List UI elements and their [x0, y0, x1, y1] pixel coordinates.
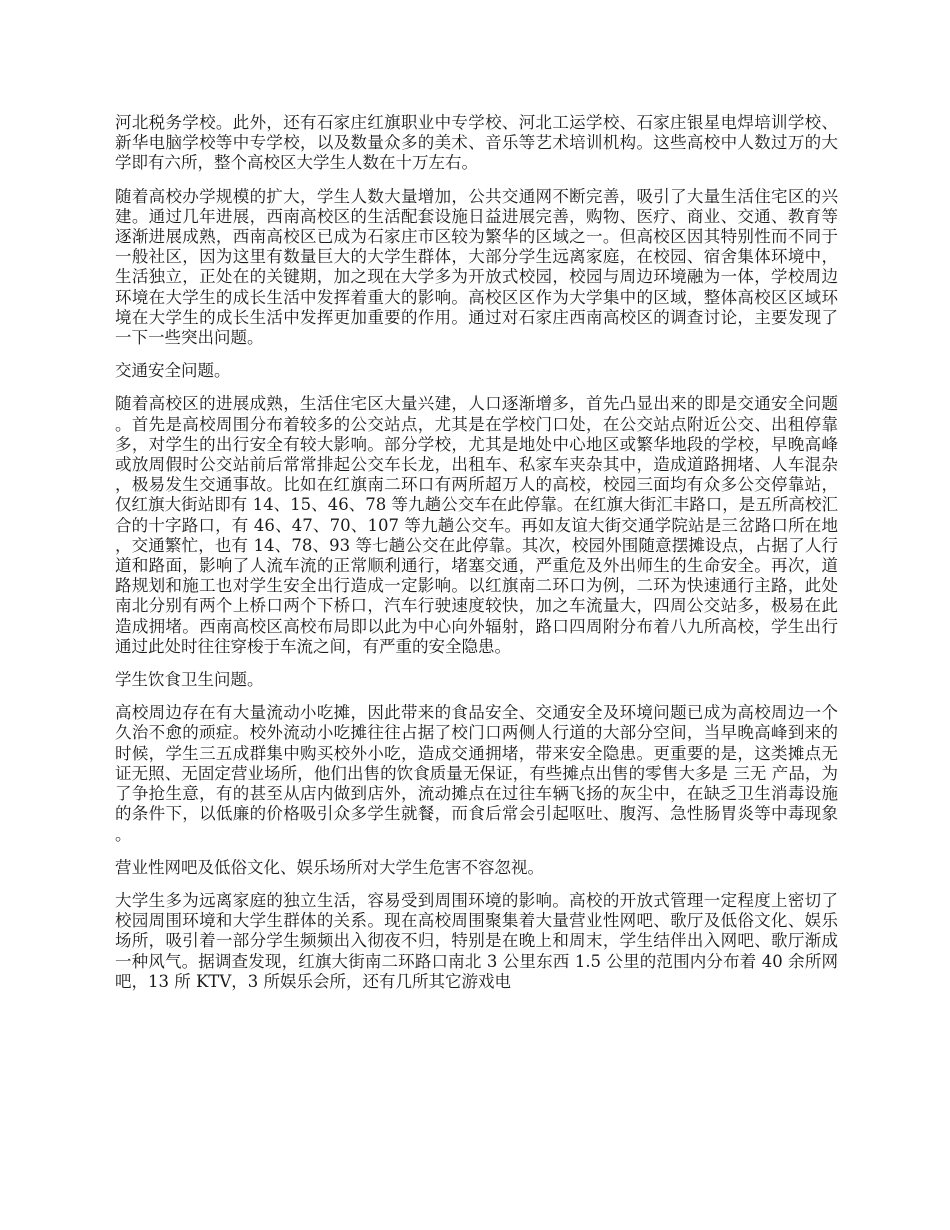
section-heading-traffic-safety: 交通安全问题。: [115, 361, 231, 381]
paragraph-food-hygiene: 高校周边存在有大量流动小吃摊，因此带来的食品安全、交通安全及环境问题已成为高校周边一个久治不愈的顽症。校外流动小吃摊往往占据了校门口两侧人行道的大部分空间，当早晚高峰到来的时候，学生三五成群集中购买校外小吃，造成交通拥堵，带来安全隐患。更重要的是，这类摊点无证无照、无固定营业场所，他们出售的饮食质量无保证，有些摊点出售的零售大多是 三无 产品，为了争抢生意，有的甚至从店内做到店外，流动摊点在过往车辆飞扬的灰尘中，在缺乏卫生消毒设施的条件下，以低廉的价格吸引众多学生就餐，而食后常会引起呕吐、腹泻、急性肠胃炎等中毒现象。: [115, 703, 838, 844]
section-heading-food-hygiene: 学生饮食卫生问题。: [115, 670, 264, 690]
paragraph-internet-cafes: 大学生多为远离家庭的独立生活，容易受到周围环境的影响。高校的开放式管理一定程度上密切了校园周围环境和大学生群体的关系。现在高校周围聚集着大量营业性网吧、歌厅及低俗文化、娱乐场所，吸引着一部分学生频频出入彻夜不归，特别是在晚上和周末，学生结伴出入网吧、歌厅渐成一种风气。据调查发现，红旗大街南二环路口南北 3 公里东西 1.5 公里的范围内分布着 40 余所网吧，13 所 KTV，3 所娱乐会所，还有几所其它游戏电: [115, 890, 838, 991]
paragraph-intro-schools: 河北税务学校。此外，还有石家庄红旗职业中专学校、河北工运学校、石家庄银星电焊培训学校、新华电脑学校等中专学校，以及数量众多的美术、音乐等艺术培训机构。这些高校中人数过万的大学即有六所，整个高校区大学生人数在十万左右。: [115, 113, 838, 173]
paragraph-campus-development: 随着高校办学规模的扩大，学生人数大量增加，公共交通网不断完善，吸引了大量生活住宅区的兴建。通过几年进展，西南高校区的生活配套设施日益进展完善，购物、医疗、商业、交通、教育等逐渐进展成熟，西南高校区已成为石家庄市区较为繁华的区域之一。但高校区因其特别性而不同于一般社区，因为这里有数量巨大的大学生群体，大部分学生远离家庭，在校园、宿舍集体环境中，生活独立，正处在的关键期，加之现在大学多为开放式校园，校园与周边环境融为一体，学校周边环境在大学生的成长生活中发挥着重大的影响。高校区区作为大学集中的区域，整体高校区区域环境在大学生的成长生活中发挥更加重要的作用。通过对石家庄西南高校区的调查讨论，主要发现了一下一些突出问题。: [115, 186, 838, 348]
paragraph-traffic-safety: 随着高校区的进展成熟，生活住宅区大量兴建，人口逐渐增多，首先凸显出来的即是交通安全问题。首先是高校周围分布着较多的公交站点，尤其是在学校门口处，在公交站点附近公交、出租停靠多，对学生的出行安全有较大影响。部分学校，尤其是地处中心地区或繁华地段的学校，早晚高峰或放周假时公交站前后常常排起公交车长龙，出租车、私家车夹杂其中，造成道路拥堵、人车混杂，极易发生交通事故。比如在红旗南二环口有两所超万人的高校，校园三面均有众多公交停靠站，仅红旗大街站即有 14、15、46、78 等九趟公交车在此停靠。在红旗大街汇丰路口，是五所高校汇合的十字路口，有 46、47、70、107 等九趟公交车。再如友谊大街交通学院站是三岔路口所在地，交通繁忙，也有 14、78、93 等七趟公交在此停靠。其次，校园外围随意摆摊设点，占据了人行道和路面，影响了人流车流的正常顺利通行，堵塞交通，严重危及外出师生的生命安全。再次，道路规划和施工也对学生安全出行造成一定影响。以红旗南二环口为例，二环为快速通行主路，此处南北分别有两个上桥口两个下桥口，汽车行驶速度较快，加之车流量大，四周公交站多，极易在此造成拥堵。西南高校区高校布局即以此为中心向外辐射，路口四周附分布着八九所高校，学生出行通过此处时往往穿梭于车流之间，有严重的安全隐患。: [115, 394, 838, 656]
document-page: [115, 113, 838, 1005]
section-heading-internet-cafes: 营业性网吧及低俗文化、娱乐场所对大学生危害不容忽视。: [115, 857, 544, 877]
